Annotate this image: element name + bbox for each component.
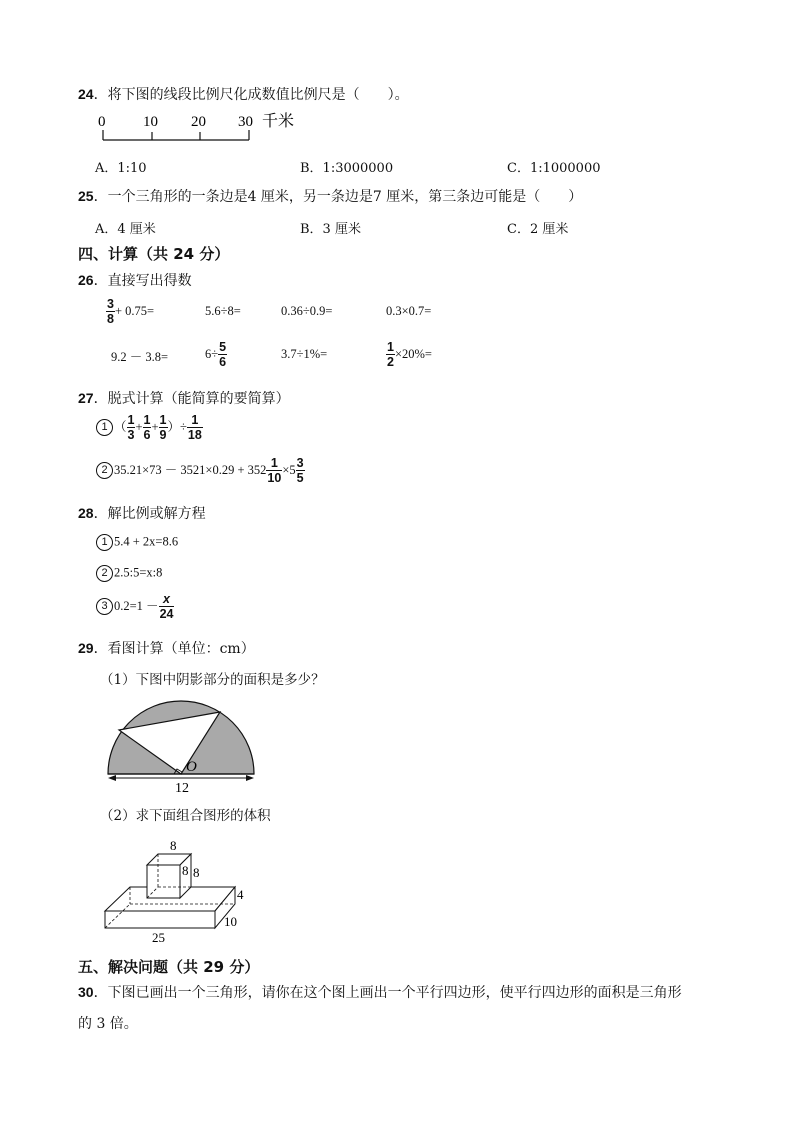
equation: 1 5.4 + 2x=8.6: [96, 534, 178, 551]
fraction: $\frac{1}{3}$: [127, 413, 135, 443]
fraction: $\frac{1}{9}$: [159, 413, 167, 443]
option-c: C．2 厘米: [507, 222, 569, 237]
question-text: ．解比例或解方程: [93, 506, 206, 522]
question-text: ．将下图的线段比例尺化成数值比例尺是（ ）。: [93, 87, 409, 103]
fraction: $\frac{5}{6}$: [219, 340, 227, 370]
expression: 1 （ $\frac{1}{3}$ + $\frac{1}{6}$ + $\frac{1}{9}$ ）÷ $\frac{1}{18}$: [96, 413, 203, 443]
expression: 2 35.21×73 － 3521×0.29 + 352 $\frac{1}{10}$ ×5 $\frac{3}{5}$: [96, 456, 305, 486]
circled-number: 2: [96, 462, 113, 479]
arrow-left: [108, 775, 116, 781]
circled-number: 3: [96, 598, 113, 615]
question-30: [78, 982, 682, 1002]
question-number: 28: [78, 505, 94, 521]
box-height-label: 4: [237, 887, 244, 902]
center-label: O: [186, 759, 197, 775]
sub-question-2: （2）求下面组合图形的体积: [100, 808, 271, 824]
question-text: ．下图已画出一个三角形，请你在这个图上画出一个平行四边形，使平行四边形的面积是三角形: [93, 985, 682, 1001]
fraction: $\frac{1}{18}$: [187, 413, 202, 443]
question-26: [78, 270, 192, 290]
question-number: 27: [78, 390, 94, 406]
width-label: 12: [175, 781, 189, 795]
semicircle-figure: [100, 695, 270, 795]
scale-tick-label: 30: [238, 114, 253, 130]
expression: $\frac{1}{2}$ ×20%=: [387, 340, 432, 370]
question-number: 26: [78, 272, 94, 288]
question-number: 25: [78, 188, 94, 204]
question-27: [78, 388, 290, 408]
question-number: 30: [78, 984, 94, 1000]
scale-tick-label: 20: [191, 114, 206, 130]
option-a: A．4 厘米: [95, 222, 156, 237]
scale-unit-label: 千米: [262, 113, 295, 130]
fraction: $\frac{1}{6}$: [143, 413, 151, 443]
expression: 0.36÷0.9=: [281, 304, 333, 318]
expression: $\frac{3}{8}$ + 0.75=: [107, 297, 155, 327]
question-text: ．脱式计算（能简算的要简算）: [93, 391, 290, 407]
question-text: ．一个三角形的一条边是4 厘米，另一条边是7 厘米，第三条边可能是（ ）: [93, 189, 583, 205]
combined-solid-figure: [100, 836, 260, 948]
box-depth-label: 10: [224, 914, 237, 929]
option-c: C．1:1000000: [507, 161, 601, 176]
scale-tick-label: 0: [98, 114, 106, 130]
section-title: 五、解决问题（共 29 分）: [78, 958, 260, 976]
equation: 2 2.5:5=x:8: [96, 565, 162, 582]
cube-top-label: 8: [170, 838, 177, 853]
cube-height-label: 8: [193, 865, 200, 880]
question-25: [78, 186, 582, 206]
fraction: $\frac{1}{10}$: [267, 456, 282, 486]
expression: 3.7÷1%=: [281, 347, 328, 361]
box-front: [105, 911, 215, 928]
question-28: [78, 503, 206, 523]
option-a: A．1:10: [95, 161, 147, 176]
expression: 0.3×0.7=: [386, 304, 432, 318]
circled-number: 2: [96, 565, 113, 582]
fraction: $\frac{3}{8}$: [107, 297, 114, 327]
expression: 6÷ $\frac{5}{6}$: [205, 340, 227, 370]
cube-side-label: 8: [182, 863, 189, 878]
circled-number: 1: [96, 534, 113, 551]
option-b: B．3 厘米: [300, 222, 361, 237]
box-length-label: 25: [152, 930, 165, 945]
expression: 5.6÷8=: [205, 304, 241, 318]
fraction: $\frac{x}{24}$: [159, 592, 174, 622]
line-scale-figure: [92, 108, 312, 148]
question-24: [78, 84, 409, 104]
question-29: [78, 638, 255, 658]
circled-number: 1: [96, 419, 113, 436]
scale-tick-label: 10: [143, 114, 158, 130]
question-text: ．看图计算（单位：cm）: [93, 641, 255, 657]
question-text: ．直接写出得数: [93, 273, 192, 289]
question-number: 29: [78, 640, 94, 656]
option-b: B．1:3000000: [300, 161, 394, 176]
fraction: $\frac{3}{5}$: [296, 456, 304, 486]
sub-question-1: （1）下图中阴影部分的面积是多少？: [100, 672, 325, 688]
arrow-right: [246, 775, 254, 781]
equation: 3 0.2=1 － $\frac{x}{24}$: [96, 592, 174, 622]
question-text-line2: 的 3 倍。: [78, 1016, 138, 1032]
question-number: 24: [78, 86, 94, 102]
fraction: $\frac{1}{2}$: [387, 340, 394, 370]
section-title: 四、计算（共 24 分）: [78, 245, 230, 263]
expression: 9.2 － 3.8=: [111, 350, 169, 364]
